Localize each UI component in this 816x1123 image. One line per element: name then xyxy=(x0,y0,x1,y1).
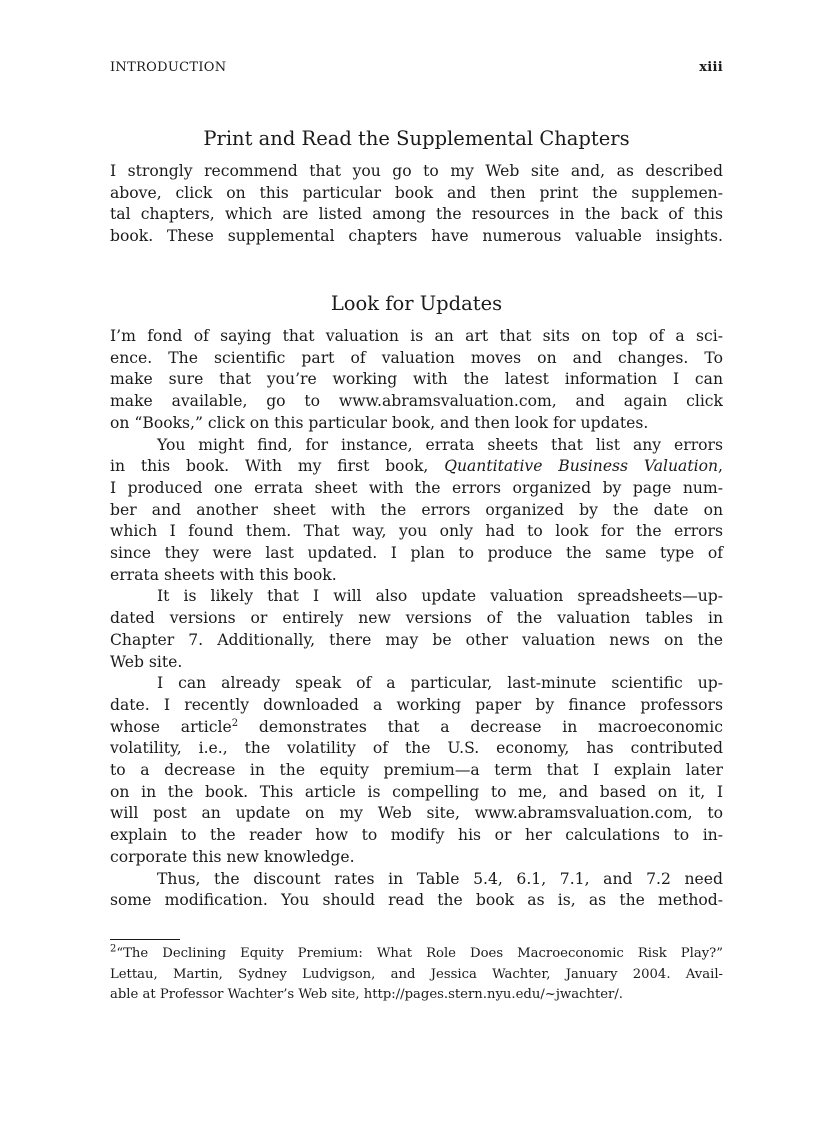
running-head xyxy=(110,60,723,78)
text-line: I’m fond of saying that valuation is an art that sits on top of a sci- xyxy=(110,327,723,345)
text-line: explain to the reader how to modify his or her calculations to in- xyxy=(110,826,723,845)
text-line: You might find, for instance, errata sheets that list any errors xyxy=(157,435,723,454)
running-head-title: INTRODUCTION xyxy=(110,60,227,75)
footnote-marker: 2 xyxy=(110,943,117,955)
footnote-text: “The Declining Equity Premium: What Role Does Macroeconomic Risk Play?” xyxy=(116,946,723,961)
text-line: Chapter 7. Additionally, there may be other valuation news on the xyxy=(110,630,723,649)
text-line: I strongly recommend that you go to my Web site and, as described xyxy=(110,162,723,180)
text-fragment: demonstrates that a decrease in macroeconomic xyxy=(238,717,724,736)
text-fragment: whose article xyxy=(110,717,232,736)
text-line: ber and another sheet with the errors organized by the date on xyxy=(110,500,723,519)
text-line: volatility, i.e., the volatility of the U.S. economy, has contributed xyxy=(110,739,723,758)
section-heading-look-for-updates: Look for Updates xyxy=(330,292,503,315)
text-line: make available, go to www.abramsvaluation.com, and again click xyxy=(110,392,723,411)
footnote-divider xyxy=(110,939,180,940)
footnote xyxy=(110,944,723,1006)
text-line: since they were last updated. I plan to produce the same type of xyxy=(110,544,723,563)
section-heading-supplemental-chapters: Print and Read the Supplemental Chapters xyxy=(203,127,630,150)
book-page xyxy=(110,0,723,1123)
text-line: corporate this new knowledge. xyxy=(110,847,355,866)
text-line: date. I recently downloaded a working paper by finance professors xyxy=(110,695,723,714)
text-line: I produced one errata sheet with the errors organized by page num- xyxy=(110,478,723,497)
text-line: on in the book. This article is compelling to me, and based on it, I xyxy=(110,782,723,801)
text-line: book. These supplemental chapters have numerous valuable insights. xyxy=(110,227,723,246)
text-line: Web site. xyxy=(110,652,183,671)
text-line: ence. The scientific part of valuation moves on and changes. To xyxy=(110,348,723,367)
page-number: xiii xyxy=(699,60,723,75)
footnote-line xyxy=(110,944,723,965)
book-title-italic: Quantitative Business Valuation xyxy=(444,457,719,476)
text-line: dated versions or entirely new versions of the valuation tables in xyxy=(110,609,723,628)
text-line: which I found them. That way, you only had to look for the errors xyxy=(110,522,723,541)
text-line: above, click on this particular book and then print the supplemen- xyxy=(110,183,723,202)
footnote-reference[interactable]: 2 xyxy=(231,717,239,729)
text-line: make sure that you’re working with the latest information I can xyxy=(110,370,723,389)
text-fragment: in this book. With my first book, xyxy=(110,457,445,476)
footnote-line: Lettau, Martin, Sydney Ludvigson, and Jessica Wachter, January 2004. Avail- xyxy=(110,966,723,982)
text-line: on “Books,” click on this particular book, and then look for updates. xyxy=(110,413,649,432)
paragraph-supplemental-chapters xyxy=(110,161,723,248)
text-line: to a decrease in the equity premium—a term that I explain later xyxy=(110,761,723,780)
text-line-with-footnote-ref xyxy=(110,717,723,739)
text-line: errata sheets with this book. xyxy=(110,565,337,584)
footnote-line: able at Professor Wachter’s Web site, http://pages.stern.nyu.edu/~jwachter/. xyxy=(110,987,623,1002)
text-line: some modification. You should read the book as is, as the method- xyxy=(110,891,723,910)
text-line-with-book-title xyxy=(110,456,723,478)
text-fragment: , xyxy=(718,457,723,476)
text-line: will post an update on my Web site, www.abramsvaluation.com, to xyxy=(110,804,723,823)
body-text-look-for-updates xyxy=(110,326,723,912)
text-line: It is likely that I will also update valuation spreadsheets—up- xyxy=(157,587,723,606)
text-line: Thus, the discount rates in Table 5.4, 6.1, 7.1, and 7.2 need xyxy=(157,869,723,888)
text-line: I can already speak of a particular, last-minute scientific up- xyxy=(157,674,723,693)
text-line: tal chapters, which are listed among the resources in the back of this xyxy=(110,205,723,224)
